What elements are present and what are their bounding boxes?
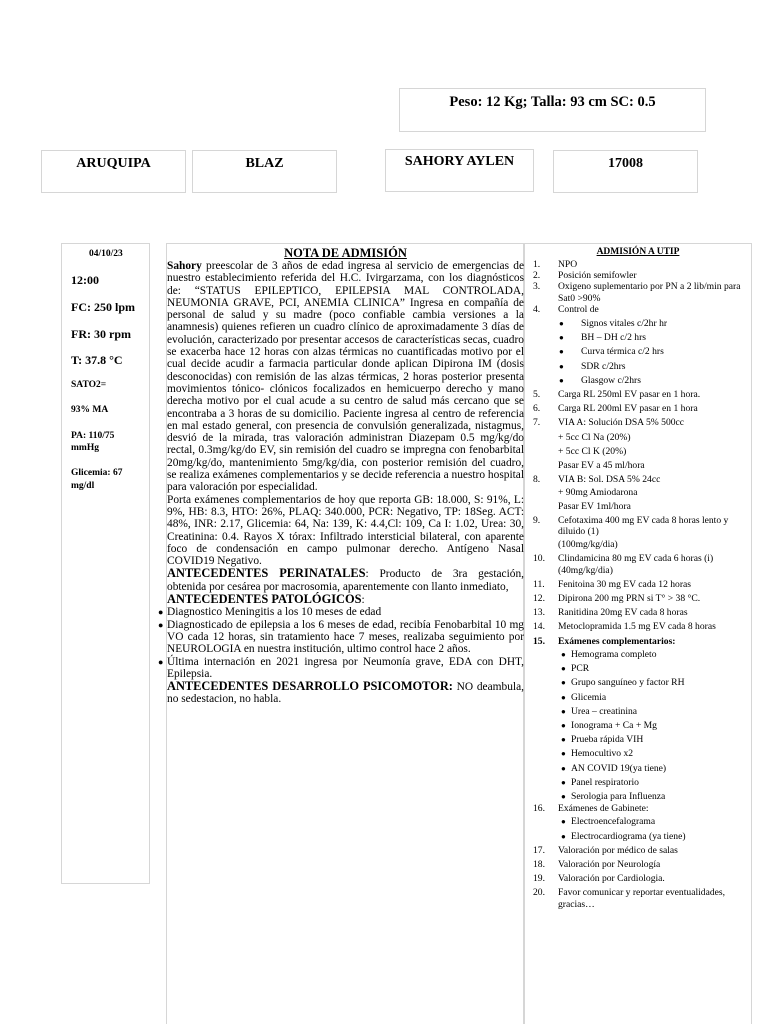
nota-paragraph-1: Sahory preescolar de 3 años de edad ingresa al servicio de emergencias de nuestro establecimiento referida del H.C. Ivirgarzama, con los diagnósticos de: “STATUS EPILEPTICO, EPILEPSIA MAL CONTROLADA, NEUMONIA GRAVE, PCI, ANEMIA CLINICA” Ingresa en compañía de personal de salud y su madre (poco confiable cambia versiones a la anamnesis) quienes refieren un cuadro clínico de aproximadamente 3 días de evolución, caracterizado por presentar accesos de características secas, cuadro se exacerba hace 12 horas con alzas térmicas no cuantificadas motivo por el cual decide acudir a farmacia particular donde aplican Dipirona IM (dosis desconocidas) con remisión de las alzas térmicas, 2 horas posterior presenta movimientos tónico- clónicos focalizados en hemicuerpo derecho y mano derecha motivo por el cual acude a su centro de salud más cercano que se encontraba a 3 horas de su domicilio. Paciente ingresa al centro de referencia en mal estado general, con presencia de convulsión generalizada, nistagmus, desvió de la mirada, tras valoración administran Diazepam 0.5 mg/kg/do rectal, 0.3mg/kg/do EV, sin remisión del cuadro se impregna con fenobarbital 20mg/kg/do, mantenimiento 5mg/kg/dia, con posterior remisión del cuadro, se realiza exámenes complementarios y se decide referencia a nuestro hospital para valoración por especialidad. <box>167 260 524 494</box>
bullet-icon: ● <box>561 678 566 688</box>
list-item: 5. Carga RL 250ml EV pasar en 1 hora. <box>533 389 701 401</box>
list-item: 6. Carga RL 200ml EV pasar en 1 hora <box>533 403 698 415</box>
bullet-icon: ● <box>561 791 566 801</box>
examenes-sublist <box>533 649 751 802</box>
list-item: (100mg/kg/dia) <box>558 539 618 551</box>
list-item: ● PCR <box>561 663 590 675</box>
list-item: + 5cc Cl Na (20%) <box>558 431 631 443</box>
vitals-column <box>61 243 150 884</box>
apellido-materno-box <box>192 150 337 193</box>
list-item: 8. VIA B: Sol. DSA 5% 24cc <box>533 474 661 486</box>
list-item: ● Grupo sanguíneo y factor RH <box>561 677 685 689</box>
list-item: 12. Dipirona 200 mg PRN si T° > 38 °C. <box>533 593 701 605</box>
list-item: Pasar EV 1ml/hora <box>558 500 631 512</box>
list-item: ● Ionograma + Ca + Mg <box>561 719 657 731</box>
list-item: ● Curva térmica c/2 hrs <box>559 346 664 358</box>
bullet-icon: ● <box>561 649 566 659</box>
list-item: ● Diagnosticado de epilepsia a los 6 meses de edad, recibía Fenobarbital 10 mg VO cada 12 horas, sin tratamiento hace 7 meses, realizaba seguimiento por NEUROLOGIA en nuestra institución, ultimo control hace 2 años. <box>158 618 524 656</box>
nota-title: NOTA DE ADMISIÓN <box>284 246 407 260</box>
apellido-materno: BLAZ <box>245 156 284 171</box>
admision-orders-list <box>533 259 751 910</box>
list-item: ● Panel respiratorio <box>561 776 639 788</box>
list-item: 20. Favor comunicar y reportar eventualidades, gracias… <box>533 887 726 910</box>
peso-talla-box <box>399 88 706 132</box>
apellido-paterno-box <box>41 150 186 193</box>
bullet-icon: ● <box>561 777 566 787</box>
bullet-icon: ● <box>559 375 564 385</box>
list-item: ● Prueba rápida VIH <box>561 734 644 746</box>
bullet-icon: ● <box>561 763 566 773</box>
list-item: Pasar EV a 45 ml/hora <box>558 460 645 472</box>
bullet-icon: ● <box>559 333 564 343</box>
list-item: ● Urea – creatinina <box>561 705 638 717</box>
list-item: ● BH – DH c/2 hrs <box>559 332 647 344</box>
list-item: 17. Valoración por médico de salas <box>533 844 678 856</box>
resp-rate: FR: 30 rpm <box>71 327 131 341</box>
list-item: ● Serologia para Influenza <box>561 790 666 802</box>
heart-rate: FC: 250 lpm <box>71 300 135 314</box>
list-item: 10. Clindamicina 80 mg EV cada 6 horas (i) (40mg/kg/dia) <box>533 553 714 576</box>
list-item: 13. Ranitidina 20mg EV cada 8 horas <box>533 607 688 619</box>
list-item: 18. Valoración por Neurología <box>533 858 661 870</box>
time: 12:00 <box>71 273 99 287</box>
list-item: ● Última internación en 2021 ingresa por Neumonía grave, EDA con DHT, Epilepsia. <box>158 655 524 680</box>
list-item: ● SDR c/2hrs <box>559 360 626 372</box>
list-item: + 5cc Cl K (20%) <box>558 445 627 457</box>
bullet-icon: ● <box>559 347 564 357</box>
list-item: ● AN COVID 19(ya tiene) <box>561 762 667 774</box>
peso-talla: Peso: 12 Kg; Talla: 93 cm SC: 0.5 <box>449 94 656 110</box>
list-item: ● Glicemia <box>561 691 607 703</box>
list-item: ● Electroencefalograma <box>561 816 656 828</box>
antecedentes-patologicos-list <box>158 606 524 680</box>
bullet-icon: ● <box>559 319 564 329</box>
registro-box <box>553 150 698 193</box>
registro-number: 17008 <box>608 156 643 171</box>
bullet-icon: ● <box>561 735 566 745</box>
bullet-icon: ● <box>158 656 164 667</box>
list-item: ● Hemograma completo <box>561 648 657 660</box>
list-item: 1. NPO <box>533 259 578 270</box>
glicemia-line2: mg/dl <box>71 481 95 491</box>
list-item: ● Hemocultivo x2 <box>561 748 634 760</box>
bullet-icon: ● <box>561 692 566 702</box>
temperature: T: 37.8 °C <box>71 353 123 367</box>
bullet-icon: ● <box>559 361 564 371</box>
pa-line2: mmHg <box>71 443 99 453</box>
gabinete-sublist <box>533 816 751 841</box>
list-item: ● Electrocardiograma (ya tiene) <box>561 830 686 842</box>
bullet-icon: ● <box>561 706 566 716</box>
bullet-icon: ● <box>561 720 566 730</box>
list-item: ● Glasgow c/2hrs <box>559 374 641 386</box>
list-item: 19. Valoración por Cardiologia. <box>533 873 665 885</box>
admision-title: ADMISIÓN A UTIP <box>596 247 680 257</box>
nota-admision-text <box>158 246 525 706</box>
antecedentes-desarrollo: ANTECEDENTES DESARROLLO PSICOMOTOR: NO deambula, no sedestacion, no habla. <box>167 679 524 706</box>
nombres-box <box>385 149 534 192</box>
list-item: ● Diagnostico Meningitis a los 10 meses de edad <box>158 606 382 619</box>
glicemia-line1: Glicemia: 67 <box>71 468 123 478</box>
nombres: SAHORY AYLEN <box>404 154 515 169</box>
list-item: 15. Exámenes complementarios: <box>533 635 676 647</box>
pa-line1: PA: 110/75 <box>71 431 115 441</box>
list-item: 3. Oxigeno suplementario por PN a 2 lib/min para Sat0 >90% <box>533 281 741 304</box>
bullet-icon: ● <box>158 619 164 630</box>
bullet-icon: ● <box>158 607 164 618</box>
bullet-icon: ● <box>561 817 566 827</box>
nota-admision-column <box>158 243 525 1024</box>
sato2-value: 93% MA <box>71 405 109 415</box>
list-item: + 90mg Amiodarona <box>558 487 638 499</box>
antecedentes-perinatales: ANTECEDENTES PERINATALES: Producto de 3ra gestación, obtenida por cesárea por macrosomia, aparentemente con llanto inmediato, <box>167 566 525 593</box>
list-item: ● Signos vitales c/2hr hr <box>559 318 668 330</box>
date: 04/10/23 <box>89 249 123 259</box>
list-item: 2. Posición semifowler <box>533 270 637 282</box>
list-item: 16. Exámenes de Gabinete: <box>533 803 649 815</box>
apellido-paterno: ARUQUIPA <box>76 156 151 171</box>
list-item: 9. Cefotaxima 400 mg EV cada 8 horas lento y diluido (1) <box>533 514 729 538</box>
patient-name: Sahory <box>167 260 202 272</box>
bullet-icon: ● <box>561 749 566 759</box>
bullet-icon: ● <box>561 664 566 674</box>
list-item: 7. VIA A: Solución DSA 5% 500cc <box>533 417 685 429</box>
antecedentes-patologicos-heading: ANTECEDENTES PATOLÓGICOS: <box>167 592 365 607</box>
admision-utip-column <box>524 243 752 1024</box>
list-item: 14. Metoclopramida 1.5 mg EV cada 8 horas <box>533 621 716 633</box>
list-item: 11. Fenitoina 30 mg EV cada 12 horas <box>533 578 692 590</box>
nota-paragraph-2: Porta exámenes complementarios de hoy que reporta GB: 18.000, S: 91%, L: 9%, HB: 8.3, HTO: 26%, PLAQ: 340.000, PCR: Negativo, TP: 18Seg. ACT: 48%, INR: 2.17, Glicemia: 64, Na: 139, K: 4.4,Cl: 109, Ca I: 1.02, Urea: 30, Creatinina: 0.4. Rayos X tórax: Infiltrado intersticial bilateral, con aparente foco de condensación en campo pulmonar derecho. Antígeno Nasal COVID19 Negativo. <box>167 493 524 568</box>
list-item: 4. Control de <box>533 303 599 315</box>
bullet-icon: ● <box>561 831 566 841</box>
sato2-label: SATO2= <box>71 380 107 390</box>
